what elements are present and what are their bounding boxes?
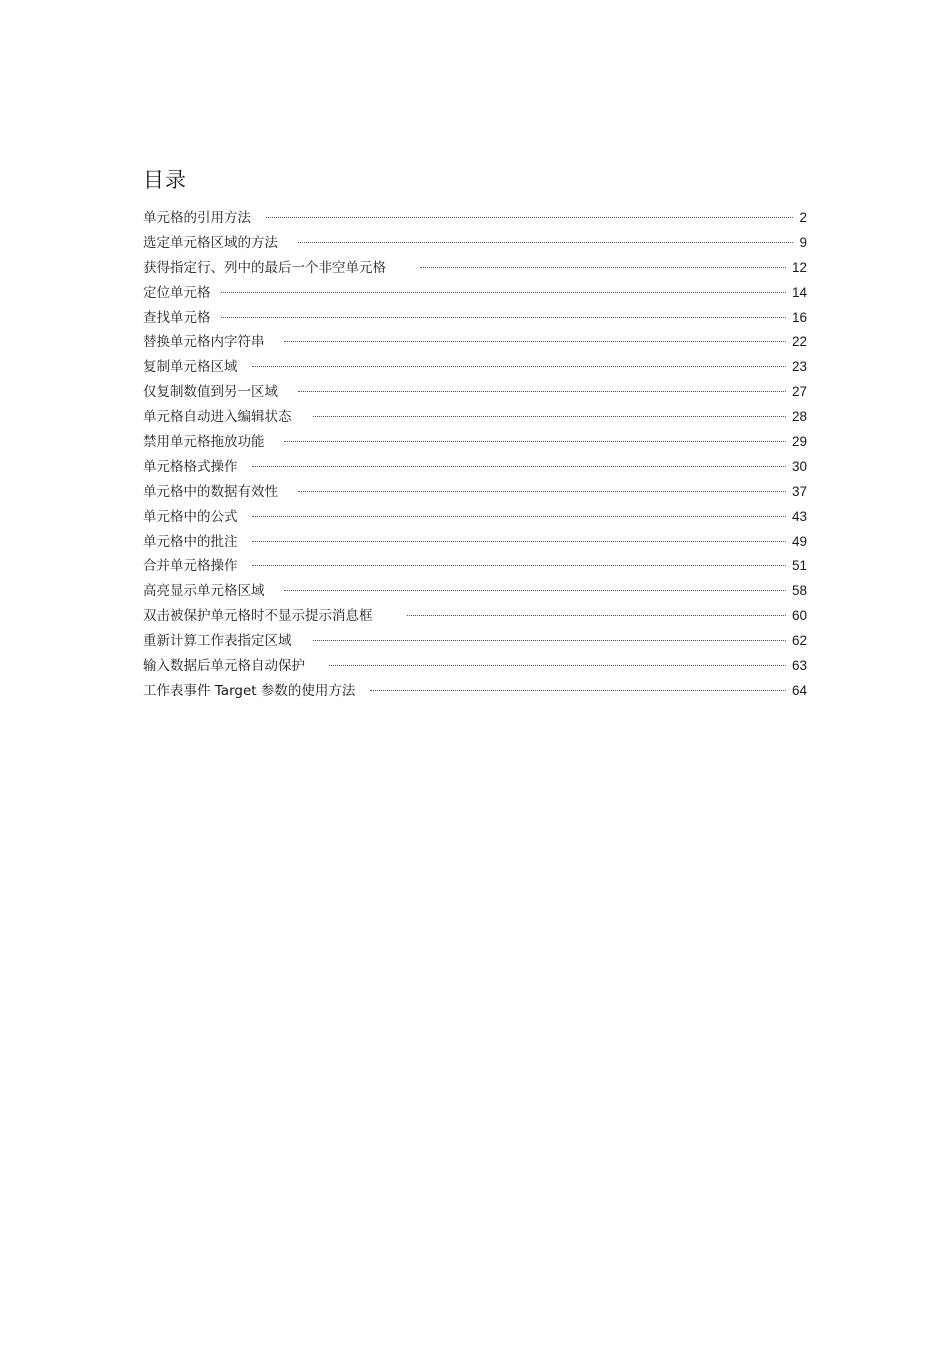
toc-page-number: 28: [791, 409, 807, 425]
toc-page-number: 22: [791, 334, 807, 350]
toc-entry-label: 查找单元格: [143, 309, 211, 326]
toc-leader-dots: [252, 516, 786, 517]
toc-leader-dots: [420, 267, 786, 268]
toc-leader-dots: [266, 217, 793, 218]
toc-entry-label: 单元格格式操作: [143, 458, 238, 475]
toc-entry-label: 双击被保护单元格时不显示提示消息框: [143, 608, 373, 625]
toc-entry-label: 定位单元格: [143, 284, 211, 301]
toc-page-number: 27: [791, 384, 807, 400]
toc-entry-label: 输入数据后单元格自动保护: [143, 658, 305, 675]
toc-entry-label: 合并单元格操作: [143, 558, 238, 575]
toc-leader-dots: [252, 366, 786, 367]
toc-page-number: 51: [791, 558, 807, 574]
toc-leader-dots: [252, 466, 786, 467]
toc-entry[interactable]: [143, 654, 807, 679]
toc-entry[interactable]: [143, 405, 807, 430]
toc-page-number: 14: [791, 284, 807, 300]
toc-entry[interactable]: [143, 281, 807, 306]
toc-entry[interactable]: [143, 330, 807, 355]
toc-leader-dots: [221, 292, 786, 293]
toc-entry[interactable]: [143, 231, 807, 256]
toc-entry-label: 重新计算工作表指定区域: [143, 633, 292, 650]
toc-entry-label: 工作表事件 Target 参数的使用方法: [143, 682, 356, 699]
toc-leader-dots: [370, 690, 786, 691]
toc-entry-label: 获得指定行、列中的最后一个非空单元格: [143, 259, 386, 276]
toc-entry[interactable]: [143, 380, 807, 405]
toc-entry[interactable]: [143, 554, 807, 579]
toc-leader-dots: [313, 416, 786, 417]
toc-page-number: 43: [791, 508, 807, 524]
toc-entry[interactable]: [143, 579, 807, 604]
toc-entry-label: 替换单元格内字符串: [143, 334, 265, 351]
toc-entry[interactable]: [143, 505, 807, 530]
toc-page-number: 62: [791, 633, 807, 649]
toc-entry[interactable]: [143, 430, 807, 455]
toc-entry-label: 选定单元格区域的方法: [143, 234, 278, 251]
toc-entry-label: 单元格中的数据有效性: [143, 483, 278, 500]
toc-entry[interactable]: [143, 455, 807, 480]
toc-page-number: 2: [799, 210, 807, 225]
toc-entry-label: 单元格中的公式: [143, 508, 238, 525]
toc-leader-dots: [284, 441, 786, 442]
toc-leader-dots: [252, 541, 786, 542]
toc-leader-dots: [329, 665, 786, 666]
toc-leader-dots: [252, 565, 786, 566]
toc-entry-label: 单元格自动进入编辑状态: [143, 409, 292, 426]
toc-entry-label: 禁用单元格拖放功能: [143, 434, 265, 451]
toc-leader-dots: [284, 590, 786, 591]
toc-leader-dots: [407, 615, 786, 616]
toc-leader-dots: [298, 242, 793, 243]
toc-entry[interactable]: [143, 206, 807, 231]
toc-page-number: 16: [791, 309, 807, 325]
toc-entry-label: 单元格的引用方法: [143, 210, 251, 226]
toc-page-number: 64: [791, 682, 807, 698]
toc-title: 目录: [143, 168, 187, 192]
toc-page-number: 60: [791, 608, 807, 624]
toc-leader-dots: [284, 341, 786, 342]
toc-entry-label: 仅复制数值到另一区域: [143, 384, 278, 401]
toc-page-number: 9: [799, 234, 807, 250]
toc-entry[interactable]: [143, 629, 807, 654]
toc-entry[interactable]: [143, 604, 807, 629]
toc-page-number: 37: [791, 483, 807, 499]
toc-entry-label: 高亮显示单元格区域: [143, 583, 265, 600]
toc-entry[interactable]: [143, 306, 807, 331]
toc-page-number: 30: [791, 458, 807, 474]
toc-page-number: 23: [791, 359, 807, 375]
toc-entry[interactable]: [143, 530, 807, 555]
toc-page-number: 63: [791, 658, 807, 674]
toc-list: [143, 206, 807, 704]
toc-leader-dots: [298, 491, 786, 492]
toc-leader-dots: [298, 391, 786, 392]
toc-entry[interactable]: [143, 480, 807, 505]
toc-leader-dots: [313, 640, 786, 641]
toc-page-number: 12: [791, 259, 807, 275]
toc-entry[interactable]: [143, 355, 807, 380]
toc-entry[interactable]: [143, 679, 807, 704]
toc-leader-dots: [221, 317, 786, 318]
toc-page-number: 58: [791, 583, 807, 599]
toc-page-number: 49: [791, 533, 807, 549]
toc-entry[interactable]: [143, 256, 807, 281]
toc-page-number: 29: [791, 434, 807, 450]
toc-entry-label: 复制单元格区域: [143, 359, 238, 376]
toc-entry-label: 单元格中的批注: [143, 533, 238, 550]
